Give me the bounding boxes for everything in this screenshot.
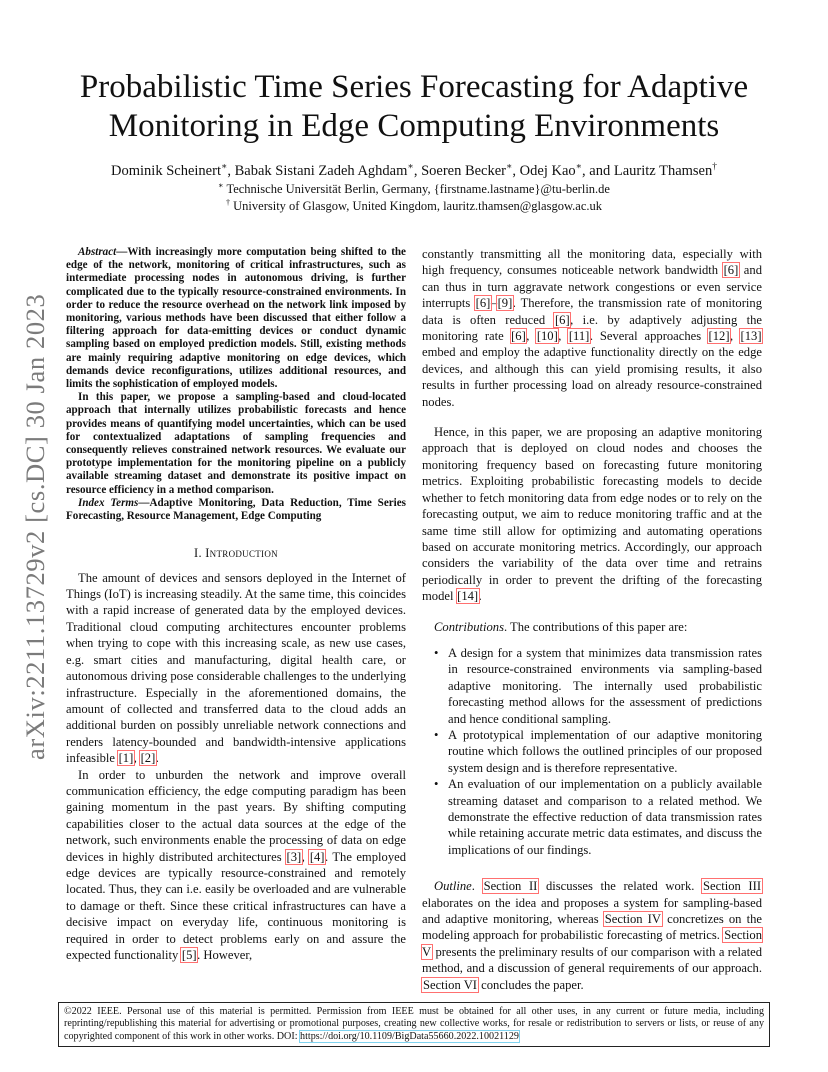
abstract [66,246,406,523]
body-text: . Therefore, the transmission rate of monitoring data is often reduced [422,296,762,327]
citation-link[interactable]: [4] [309,849,325,864]
citation-link[interactable]: [10] [536,329,558,344]
body-text: discusses the related work. [538,879,703,894]
intro-paragraph-1: The amount of devices and sensors deployed in the Internet of Things (IoT) is increasing steadily. At the same time, this coincides with a rapid increase of generated data by the employed devices. Traditional cloud computing architectures encounter problems when trying to cope with this increasing scale, as new use cases, e.g. smart cities and manufacturing, digital health care, or autonomous driving pose considerable challenges to the underlying infrastructure. Especially in the aforementioned domains, the amount of collected and transferred data to the cloud adds an additional burden on possibly unreliable network connections and renders latency-bounded and bandwidth-intensive applications infeasible [1], [2]. [66,570,406,766]
author-connector: and [589,163,614,179]
intro-paragraph-2: In order to unburden the network and improve overall communication efficiency, the edge computing paradigm has been gaining momentum in the past years. By shifting computing capabilities closer to the actual data sources at the edge of the network, such environments enable the processing of data on edge devices in highly distributed architectures [3], [4]. The employed edge devices are typically resource-constrained and remotely located. Thus, they can i.e. easily be overloaded and are vulnerable to damage or theft. Since these critical infrastructures can have a decisive impact on everyday life, continuous monitoring is required in order to detect problems early on and assure the expected functionality [5]. However, [66,767,407,963]
index-terms-text: —Adaptive Monitoring, Data Reduction, Time Series Forecasting, Resource Management, Edge Computing [66,496,406,523]
body-text: concludes the paper. [478,977,584,992]
contributions-label: Contributions [434,619,504,634]
outline-label: Outline [434,879,472,894]
affiliation-text: University of Glasgow, United Kingdom, lauritz.thamsen@glasgow.ac.uk [233,199,603,213]
copyright-text: ©2022 IEEE. Personal use of this material is permitted. Permission from IEEE must be obtained for all other uses, in any current or future media, including reprinting/republishing this material for advertising or promotional purposes, creating new collective works, for resale or redistribution to servers or lists, or reuse of any copyrighted component of this work in other works. DOI: [64,1006,764,1042]
arxiv-stamp: arXiv:2211.13729v2 [cs.DC] 30 Jan 2023 [20,293,50,760]
intro-paragraph-3: constantly transmitting all the monitoring data, especially with high frequency, consumes noticeable network bandwidth [6] and can thus in turn aggravate network congestions or even service interrupts [6]–[9]. Therefore, the transmission rate of monitoring data is often reduced [6], i.e. by adaptively adjusting the monitoring rate [6], [10], [11]. Several approaches [12], [13] embed and employ the adaptive functionality directly on the edge devices, and although this can yield promising results, it also results in further processing load on already resource-constrained nodes. [422,247,762,409]
citation-link[interactable]: [2] [140,751,156,766]
body-text: concretizes on the modeling approach for probabilistic forecasting of metrics. [422,912,762,943]
abstract-paragraph-2 [66,391,406,497]
index-terms [66,497,406,523]
right-column [422,246,762,993]
affil-mark: ∗ [218,180,224,190]
body-text: Hence, in this paper, we are proposing an adaptive monitoring approach that is deployed on cloud nodes and chooses the monitoring frequency based on forecasting future monitoring metrics. Exploiting probabilistic forecasting models to decide whether to fetch monitoring data from edge nodes or to rely on the forecasting output, we aim to reduce monitoring traffic and at the same time still allow for optimizing and automating operations based on accurate monitoring metrics. Accordingly, our approach considers the variability of the data over time and retrains periodically in order to prevent the drifting of the forecasting model [422,425,762,604]
list-item: • An evaluation of our implementation on a publicly available streaming dataset and comparison to a related method. We demonstrate the effective reduction of data transmission rates while retaining accurate metric data estimates, and discuss the implications of our findings. [448,776,762,858]
abstract-text: In this paper, we propose a sampling-based and cloud-located approach that internally utilizes probabilistic forecasts and hence provides means of quantifying model uncertainties, which can be used for contextualized adaptations of sampling frequencies and consequently relieves constrained network resources. We evaluate our prototype implementation for the monitoring pipeline on a publicly available streaming dataset and demonstrate its positive impact on resource efficiency in a method comparison. [66,391,406,496]
citation-link[interactable]: [6] [554,312,570,327]
affil-mark: † [225,197,231,207]
outline-paragraph [422,878,762,993]
citation-link[interactable]: [6] [511,329,526,344]
affiliation-2 [66,198,762,214]
section-heading: I. Introduction [194,546,278,561]
section-link[interactable]: Section III [703,879,762,894]
affil-mark: ∗ [506,162,513,173]
body-text: constantly transmitting all the monitoring data, especially with high frequency, consumes noticeable network bandwidth [422,247,762,278]
citation-link[interactable]: [9] [497,296,513,311]
body-text: In order to unburden the network and improve overall communication efficiency, the edge computing paradigm has been gaining momentum in the past years. By shifting computing capabilities closer to the actual data sources at the edge of the network, such environments enable the processing of data on edge devices in highly distributed architectures [66,767,406,864]
citation-link[interactable]: [11] [568,329,590,344]
author-name: Lauritz Thamsen [613,163,713,179]
body-text: . [471,879,483,894]
citation-link[interactable]: [6] [475,296,491,311]
abstract-label: Abstract [78,246,117,258]
section-link[interactable]: Section V [422,928,762,959]
paper-title [66,68,762,146]
list-item: • A prototypical implementation of our adaptive monitoring routine which follows the outlined principles of our proposed system design and is therefore representative. [448,727,762,776]
body-text: , i.e. by adaptively adjusting the monitoring rate [422,312,762,344]
contributions-list [422,645,762,858]
title-line-1: Probabilistic Time Series Forecasting for Adaptive [79,69,749,105]
body-text: and can thus in turn aggravate network congestions or even service interrupts [422,263,762,311]
citation-link[interactable]: [14] [457,589,479,604]
copyright-notice [58,1002,770,1047]
citation-link[interactable]: [3] [286,849,302,864]
author-list: Dominik Scheinert∗, Babak Sistani Zadeh Aghdam∗, Soeren Becker∗, Odej Kao∗, and Lauritz Thamsen† [111,162,717,179]
body-text: elaborates on the idea and proposes a system for sampling-based and adaptive monitoring, whereas [422,895,762,927]
doi-link[interactable]: https://doi.org/10.1109/BigData55660.2022.10021129 [300,1030,519,1042]
author-name: Babak Sistani Zadeh Aghdam [234,163,408,179]
affil-mark: ∗ [575,162,583,173]
author-name: Odej Kao [519,163,576,179]
intro-paragraph-4: Hence, in this paper, we are proposing an adaptive monitoring approach that is deployed on cloud nodes and chooses the monitoring frequency based on forecasting future monitoring metrics. Exploiting probabilistic forecasting models to decide whether to fetch monitoring data from edge nodes or to rely on the forecasting output, we aim to reduce monitoring traffic and at the same time still allow for optimizing and automating operations based on accurate monitoring metrics. Accordingly, our approach considers the variability of the data over time and retrains periodically in order to prevent the drifting of the forecasting model [14]. [422,425,762,604]
section-link[interactable]: Section II [483,879,538,894]
body-text: The amount of devices and sensors deployed in the Internet of Things (IoT) is increasing steadily. At the same time, this coincides with a rapid increase of generated data by the employed devices. Traditional cloud computing architectures encounter problems when trying to cope with this increasing scale, as new use cases, e.g. smart cities and manufacturing, digital health care, or autonomous driving pose considerable challenges to the underlying infrastructure. Especially in the aforementioned domains, the amount of collected and transferred data to the cloud adds an additional burden on possibly unreliable network connections and renders latency-bounded and bandwidth-intensive applications infeasible [66,570,406,766]
affil-mark: † [712,162,717,173]
body-text: presents the preliminary results of our comparison with a related method, and a discussion of general requirements of our approach. [422,944,762,976]
affil-mark: ∗ [220,162,228,173]
left-column [66,246,406,963]
body-text: . Several approaches [589,329,709,344]
section-link[interactable]: Section VI [423,977,477,992]
abstract-paragraph-1 [66,246,406,391]
contributions-lead [422,619,762,635]
title-line-2: Monitoring in Edge Computing Environments [108,108,720,144]
body-text: . The employed edge devices are typically resource-constrained and remotely located. Thus, they can i.e. easily be overloaded and are vulnerable to damage or theft. Since these critical infrastructures can have a decisive impact on everyday life, continuous monitoring is required in order to detect problems early on and assure the expected functionality [66,849,407,963]
author-name: Dominik Scheinert [111,163,221,179]
citation-link[interactable]: [6] [723,263,739,278]
citation-link[interactable]: [13] [740,329,762,344]
index-terms-label: Index Terms [78,496,139,509]
affiliation-1 [66,181,762,197]
body-text: embed and employ the adaptive functionality directly on the edge devices, and although this can yield promising results, it also results in further processing load on already resource-constrained nodes. [422,345,762,409]
list-item: • A design for a system that minimizes data transmission rates in resource-constrained environments via sampling-based adaptive monitoring. The internally used probabilistic forecasting method allows for the assessment of predictions and hence conditional sampling. [448,645,762,727]
section-link[interactable]: Section IV [604,912,661,927]
citation-link[interactable]: [5] [181,948,197,963]
author-name: Soeren Becker [421,163,507,179]
body-text: . However, [197,948,253,963]
affiliation-text: Technische Universität Berlin, Germany, {firstname.lastname}@tu-berlin.de [226,182,610,196]
citation-link[interactable]: [12] [708,329,730,344]
citation-link[interactable]: [1] [118,751,134,766]
body-text: . The contributions of this paper are: [503,619,688,634]
abstract-text: —With increasingly more computation being shifted to the edge of the network, monitoring of critical infrastructures, such as intermediate processing nodes in autonomous driving, is further complicated due to the typically resource-constrained environments. In order to reduce the resource overhead on the network link imposed by monitoring, various methods have been discussed that either follow a filtering approach for data-emitting devices or conduct dynamic sampling based on employed prediction models. Still, existing methods are mainly requiring adaptive monitoring on edge devices, which demands device reconfigurations, utilizes additional resources, and limits the sophistication of employed models. [66,246,406,391]
affil-mark: ∗ [407,162,414,173]
